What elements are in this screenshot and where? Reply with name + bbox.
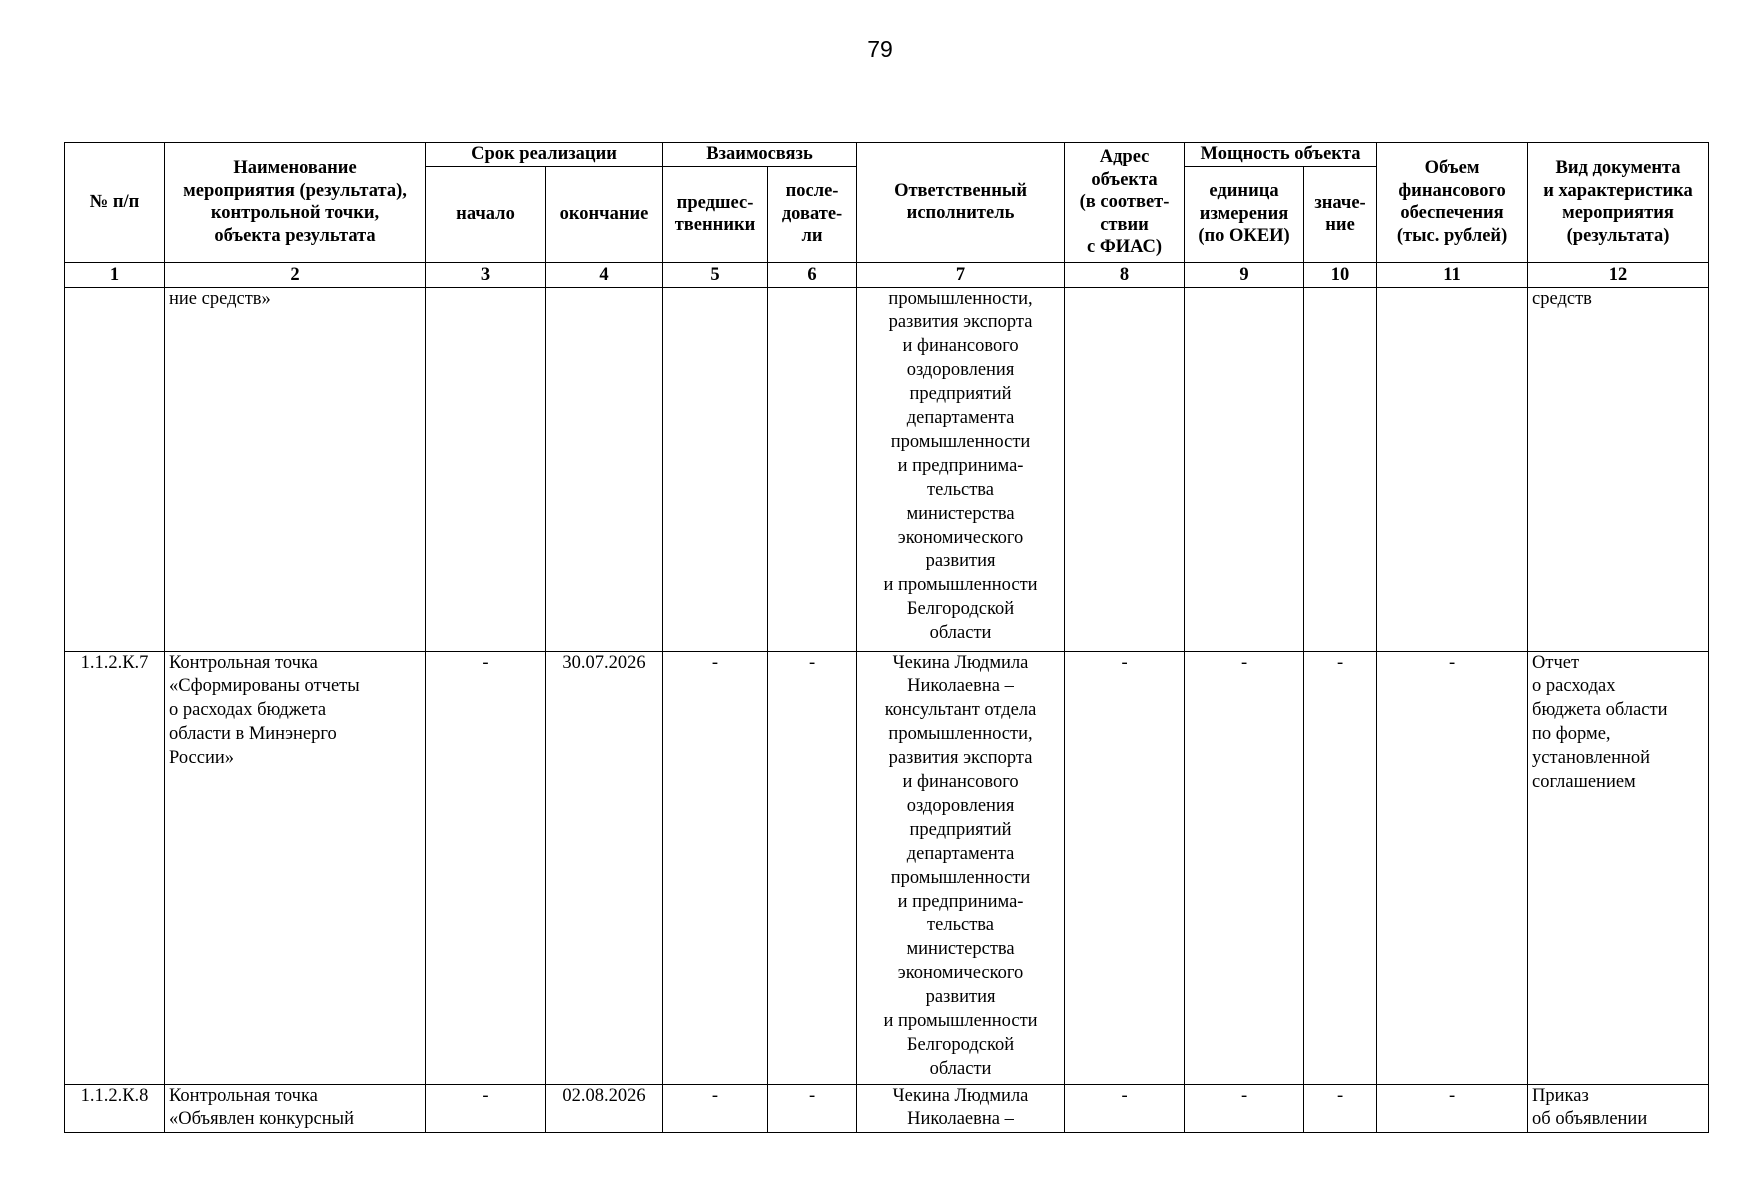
header-capacity: Мощность объекта	[1185, 143, 1377, 167]
cell-doc: Приказ об объявлении	[1528, 1084, 1709, 1133]
cell-value: -	[1304, 1084, 1377, 1133]
column-number: 8	[1065, 262, 1185, 287]
header-relation: Взаимосвязь	[663, 143, 857, 167]
column-number-row	[65, 262, 1709, 287]
cell-succ: -	[768, 651, 857, 1084]
table-row	[65, 287, 1709, 651]
header-value: значе- ние	[1304, 166, 1377, 262]
header-doc: Вид документа и характеристика мероприятия (результата)	[1528, 143, 1709, 263]
cell-unit	[1185, 287, 1304, 651]
column-number: 9	[1185, 262, 1304, 287]
cell-name: Контрольная точка «Объявлен конкурсный	[165, 1084, 426, 1133]
cell-start: -	[426, 1084, 546, 1133]
column-number: 11	[1377, 262, 1528, 287]
cell-address	[1065, 287, 1185, 651]
cell-num: 1.1.2.К.7	[65, 651, 165, 1084]
cell-num	[65, 287, 165, 651]
cell-end: 30.07.2026	[546, 651, 663, 1084]
cell-doc: средств	[1528, 287, 1709, 651]
header-address: Адрес объекта (в соответ- ствии с ФИАС)	[1065, 143, 1185, 263]
cell-address: -	[1065, 651, 1185, 1084]
header-name: Наименование мероприятия (результата), контрольной точки, объекта результата	[165, 143, 426, 263]
column-number: 2	[165, 262, 426, 287]
cell-executor: промышленности, развития экспорта и финансового оздоровления предприятий департамента промышленности и предпринима- тельства министерства экономического развития и промышленности Белгородской области	[857, 287, 1065, 651]
cell-pred: -	[663, 1084, 768, 1133]
column-number: 7	[857, 262, 1065, 287]
header-executor: Ответственный исполнитель	[857, 143, 1065, 263]
cell-pred	[663, 287, 768, 651]
header-pred: предшес- твенники	[663, 166, 768, 262]
cell-end: 02.08.2026	[546, 1084, 663, 1133]
header-start: начало	[426, 166, 546, 262]
cell-unit: -	[1185, 1084, 1304, 1133]
cell-start	[426, 287, 546, 651]
column-number: 4	[546, 262, 663, 287]
table-header	[65, 143, 1709, 288]
header-end: окончание	[546, 166, 663, 262]
cell-num: 1.1.2.К.8	[65, 1084, 165, 1133]
page-number: 79	[867, 36, 893, 62]
column-number: 1	[65, 262, 165, 287]
cell-name: ние средств»	[165, 287, 426, 651]
cell-start: -	[426, 651, 546, 1084]
column-number: 10	[1304, 262, 1377, 287]
header-num: № п/п	[65, 143, 165, 263]
header-funding: Объем финансового обеспечения (тыс. рублей)	[1377, 143, 1528, 263]
cell-doc: Отчет о расходах бюджета области по форме, установленной соглашением	[1528, 651, 1709, 1084]
cell-name: Контрольная точка «Сформированы отчеты о расходах бюджета области в Минэнерго России»	[165, 651, 426, 1084]
cell-funding: -	[1377, 651, 1528, 1084]
cell-funding: -	[1377, 1084, 1528, 1133]
cell-executor: Чекина Людмила Николаевна – консультант отдела промышленности, развития экспорта и финансового оздоровления предприятий департамента промышленности и предпринима- тельства министерства экономического развития и промышленности Белгородской области	[857, 651, 1065, 1084]
header-period: Срок реализации	[426, 143, 663, 167]
cell-succ	[768, 287, 857, 651]
cell-value: -	[1304, 651, 1377, 1084]
cell-unit: -	[1185, 651, 1304, 1084]
column-number: 5	[663, 262, 768, 287]
header-succ: после- довате- ли	[768, 166, 857, 262]
column-number: 6	[768, 262, 857, 287]
table-row	[65, 1084, 1709, 1133]
cell-succ: -	[768, 1084, 857, 1133]
column-number: 12	[1528, 262, 1709, 287]
cell-funding	[1377, 287, 1528, 651]
cell-executor: Чекина Людмила Николаевна –	[857, 1084, 1065, 1133]
column-number: 3	[426, 262, 546, 287]
cell-address: -	[1065, 1084, 1185, 1133]
cell-pred: -	[663, 651, 768, 1084]
cell-end	[546, 287, 663, 651]
table-row	[65, 651, 1709, 1084]
cell-value	[1304, 287, 1377, 651]
plan-table	[64, 142, 1709, 1133]
header-unit: единица измерения (по ОКЕИ)	[1185, 166, 1304, 262]
